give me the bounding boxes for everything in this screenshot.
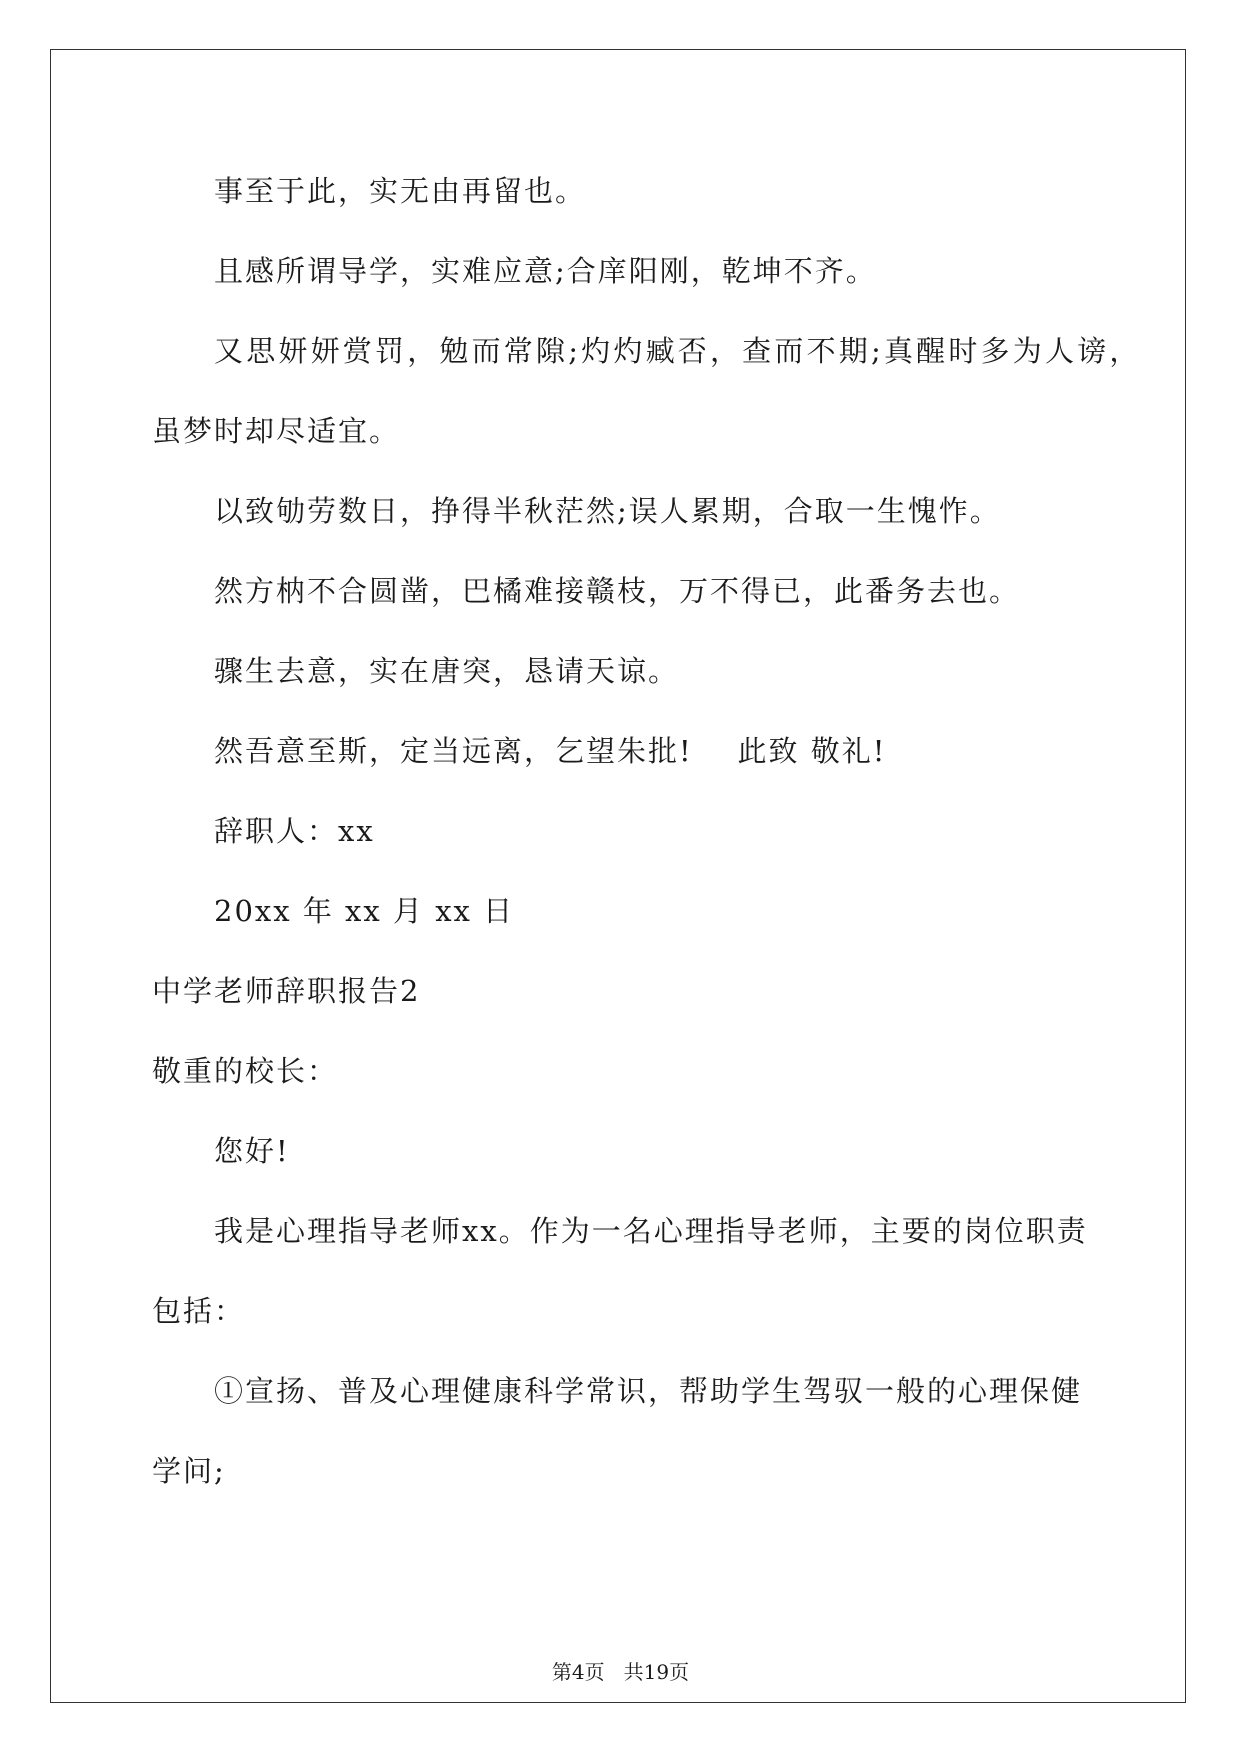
paragraph-line: 然方枘不合圆凿，巴橘难接赣枝，万不得已，此番务去也。 xyxy=(214,574,1021,608)
paragraph-line: 学问; xyxy=(152,1454,226,1488)
paragraph-line: 虽梦时却尽适宜。 xyxy=(152,414,401,448)
paragraph-line: ①宣扬、普及心理健康科学常识，帮助学生驾驭一般的心理保健 xyxy=(214,1374,1083,1408)
paragraph-line: 且感所谓导学，实难应意;合庠阳刚，乾坤不齐。 xyxy=(214,254,877,288)
section-title: 中学老师辞职报告2 xyxy=(152,974,421,1008)
paragraph-line: 又思妍妍赏罚，勉而常隙;灼灼臧否，查而不期;真醒时多为人谤， xyxy=(214,334,1142,368)
page-number-footer: 第4页 共19页 xyxy=(551,1660,690,1684)
signature-line: 辞职人：xx xyxy=(214,814,375,848)
date-line: 20xx 年 xx 月 xx 日 xyxy=(214,894,515,928)
paragraph-line: 以致劬劳数日，挣得半秋茫然;误人累期，合取一生愧怍。 xyxy=(214,494,1001,528)
paragraph-line: 骤生去意，实在唐突，恳请天谅。 xyxy=(214,654,680,688)
salutation: 敬重的校长： xyxy=(152,1054,339,1088)
paragraph-line: 然吾意至斯，定当远离，乞望朱批! 此致 敬礼! xyxy=(214,734,887,768)
paragraph-line: 事至于此，实无由再留也。 xyxy=(214,174,587,208)
paragraph-line: 包括： xyxy=(152,1294,246,1328)
paragraph-line: 我是心理指导老师xx。作为一名心理指导老师，主要的岗位职责 xyxy=(214,1214,1088,1248)
greeting: 您好! xyxy=(214,1134,290,1168)
